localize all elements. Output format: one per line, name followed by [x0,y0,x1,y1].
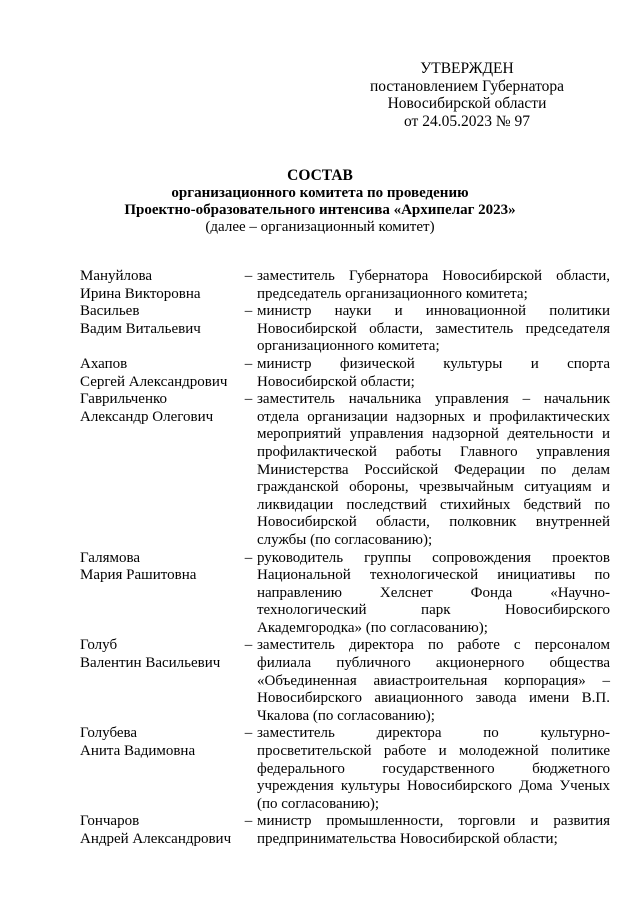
member-role: министр промышленности, торговли и развития предпринимательства Новосибирской области; [257,813,610,847]
member-name [80,268,240,303]
document-title: СОСТАВ [287,167,353,184]
member-name [80,637,240,725]
document-heading [0,166,640,236]
member-row [80,813,610,848]
member-given-names: Валентин Васильевич [80,655,221,672]
member-dash: – [244,637,253,654]
member-given-names: Сергей Александрович [80,373,228,390]
member-role: заместитель директора по работе с персоналом филиала публичного акционерного общества «Объединенная авиастроительная корпорация» – Новосибирского авиационного завода имени В.П. Чкалова (по согласованию); [257,637,610,724]
member-dash: – [244,813,253,830]
member-surname: Голуб [80,637,118,654]
member-name [80,303,240,356]
member-surname: Галямова [80,549,141,566]
member-role: заместитель Губернатора Новосибирской области, председатель организационного комитета; [257,268,610,302]
member-row [80,356,610,391]
member-row [80,725,610,813]
member-role: заместитель начальника управления – начальник отдела организации надзорных и профилактических мероприятий управления надзорной деятельности и профилактической работы Главного управления Министерства Российской Федерации по делам гражданской обороны, чрезвычайным ситуациям и ликвидации последствий стихийных бедствий по Новосибирской области, полковник внутренней службы (по согласованию); [257,391,610,548]
member-row [80,550,610,638]
member-name [80,391,240,549]
member-surname: Мануйлова [80,268,153,284]
member-name [80,356,240,391]
member-list [80,268,610,849]
member-given-names: Ирина Викторовна [80,285,201,302]
member-dash: – [244,355,253,372]
member-dash: – [244,725,253,742]
approval-date-number: от 24.05.2023 № 97 [404,112,530,130]
document-note: (далее – организационный комитет) [205,219,435,235]
member-dash: – [244,303,253,320]
member-given-names: Александр Олегович [80,408,214,425]
approval-decree: постановлением Губернатора [369,77,565,95]
member-dash: – [244,391,253,408]
member-dash: – [244,268,253,284]
member-name [80,725,240,813]
approval-stamp [352,60,582,130]
member-row [80,391,610,549]
member-given-names: Андрей Александрович [80,831,232,847]
approval-region: Новосибирской области [387,95,547,113]
member-surname: Васильев [80,303,140,320]
member-role: министр науки и инновационной политики Новосибирской области, заместитель председателя организационного комитета; [257,303,610,355]
member-row [80,637,610,725]
member-given-names: Вадим Витальевич [80,320,201,337]
member-surname: Гончаров [80,813,140,830]
member-role: руководитель группы сопровождения проектов Национальной технологической инициативы по направлению Хелснет Фонда «Научно-технологический парк Новосибирского Академгородка» (по согласованию); [257,549,610,636]
member-role: заместитель директора по культурно-просветительской работе и молодежной политике федерального государственного бюджетного учреждения культуры Новосибирского Дома Ученых (по согласованию); [257,725,610,812]
document-subtitle-line2: Проектно-образовательного интенсива «Архипелаг 2023» [124,202,516,218]
member-surname: Гаврильченко [80,391,168,408]
member-given-names: Мария Рашитовна [80,567,197,584]
member-surname: Ахапов [80,355,128,372]
member-name [80,813,240,848]
member-dash: – [244,549,253,566]
member-row [80,268,610,303]
member-role: министр физической культуры и спорта Новосибирской области; [257,355,610,390]
member-row [80,303,610,356]
member-surname: Голубева [80,725,138,742]
document-subtitle-line1: организационного комитета по проведению [171,185,469,201]
member-name [80,550,240,638]
approval-title: УТВЕРЖДЕН [420,60,514,77]
member-given-names: Анита Вадимовна [80,743,196,760]
